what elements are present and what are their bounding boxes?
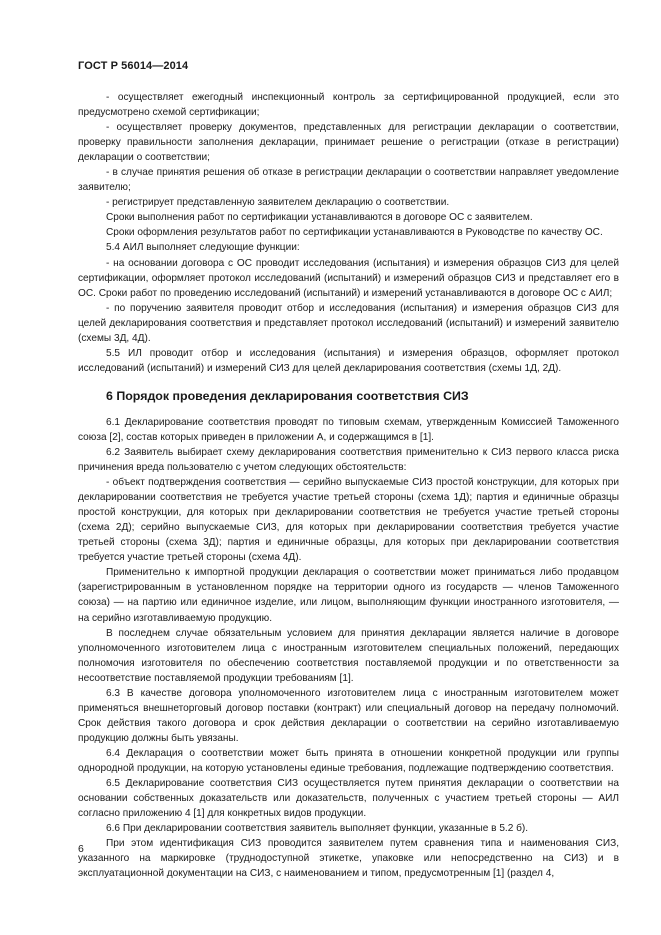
paragraph: 6.4 Декларация о соответствии может быть принята в отношении конкретной продукции или группы однородной продукции, на которую установлены единые требования, подлежащие подтверждению соответствия.	[78, 747, 619, 774]
document-body	[78, 90, 619, 881]
paragraph: Сроки выполнения работ по сертификации устанавливаются в договоре ОС с заявителем.	[106, 212, 533, 224]
paragraph: - объект подтверждения соответствия — серийно выпускаемые СИЗ простой конструкции, для которых при декларировании соответствия не требуется участие третьей стороны (схема 1Д); партия и единичные образцы простой конструкции, для которых при декларировании соответствия не требуется участие третьей стороны (схема 2Д); серийно выпускаемые СИЗ, для которых при декларировании соответствия требуется участие третьей стороны (схема 3Д); партия и единичные образцы, для которых при декларировании соответствия требуется участие третьей стороны (схема 4Д).	[78, 477, 619, 564]
paragraph: - осуществляет ежегодный инспекционный контроль за сертифицированной продукцией, если это предусмотрено схемой сертификации;	[78, 92, 619, 119]
paragraph: 6.6 При декларировании соответствия заявитель выполняет функции, указанные в 5.2 б).	[106, 823, 529, 835]
paragraph: В последнем случае обязательным условием для принятия декларации является наличие в договоре уполномоченного изготовителем лица с иностранным изготовителем специальных положений, передающих полномочия изготовителя по обеспечению соответствия поставляемой продукции и по ответственности за несоответствие поставляемой продукции требованиям [1].	[78, 627, 619, 684]
page-number: 6	[78, 843, 84, 855]
paragraph: 6.2 Заявитель выбирает схему декларирования соответствия применительно к СИЗ первого класса риска причинения вреда пользователю с учетом следующих обстоятельств:	[78, 446, 619, 474]
paragraph: - по поручению заявителя проводит отбор и исследования (испытания) и измерения образцов СИЗ для целей декларирования соответствия и представляет протокол исследований (испытаний) и измерений заявителю (схемы 3Д, 4Д).	[78, 302, 619, 344]
paragraph: 5.4 АИЛ выполняет следующие функции:	[106, 242, 300, 254]
paragraph: 6.3 В качестве договора уполномоченного изготовителем лица с иностранным изготовителем может применяться внешнеторговый договор поставки (контракт) или специальный договор на передачу полномочий. Срок действия такого договора и срок действия декларации о соответствии на серийно изготавливаемую продукцию должны быть увязаны.	[78, 687, 619, 744]
paragraph: 5.5 ИЛ проводит отбор и исследования (испытания) и измерения образцов, оформляет протокол исследований (испытаний) и измерений СИЗ для целей декларирования соответствия (схемы 1Д, 2Д).	[78, 347, 619, 374]
paragraph: - на основании договора с ОС проводит исследования (испытания) и измерения образцов СИЗ для целей сертификации, оформляет протокол исследований (испытаний) и измерений образцов СИЗ и представляет его в ОС. Сроки работ по проведению исследований (испытаний) и измерений устанавливаются в договоре ОС с АИЛ;	[78, 257, 619, 299]
paragraph: - осуществляет проверку документов, представленных для регистрации декларации о соответствии, проверку правильности заполнения декларации, принимает решение о регистрации (отказе в регистрации) декларации о соответствии;	[78, 122, 619, 164]
paragraph: Применительно к импортной продукции декларация о соответствии может приниматься либо продавцом (зарегистрированным в установленном порядке на территории одного из государств — членов Таможенного союза) — на партию или единичное изделие, или лицом, выполняющим функции иностранного изготовителя, — на серийно изготавливаемую продукцию.	[78, 567, 619, 624]
paragraph: - в случае принятия решения об отказе в регистрации декларации о соответствии направляет уведомление заявителю;	[78, 167, 619, 194]
paragraph: 6.5 Декларирование соответствия СИЗ осуществляется путем принятия декларации о соответствии на основании собственных доказательств или доказательств, полученных с участием третьей стороны — АИЛ согласно приложению 4 [1] для конкретных видов продукции.	[78, 778, 619, 820]
paragraph: Сроки оформления результатов работ по сертификации устанавливаются в Руководстве по качеству ОС.	[106, 227, 603, 239]
paragraph: При этом идентификация СИЗ проводится заявителем путем сравнения типа и наименования СИЗ, указанного на маркировке (труднодоступной этикетке, упаковке или непосредственно на СИЗ) и в эксплуатационной документации на СИЗ, с наименованием и типом, предусмотренным [1] (раздел 4,	[78, 838, 619, 880]
paragraph: - регистрирует представленную заявителем декларацию о соответствии.	[106, 197, 450, 209]
section-title: 6 Порядок проведения декларирования соответствия СИЗ	[106, 388, 469, 403]
paragraph: 6.1 Декларирование соответствия проводят по типовым схемам, утвержденным Комиссией Таможенного союза [2], состав которых приведен в приложении А, и содержащимся в [1].	[78, 416, 619, 443]
document-header: ГОСТ Р 56014—2014	[78, 60, 189, 72]
